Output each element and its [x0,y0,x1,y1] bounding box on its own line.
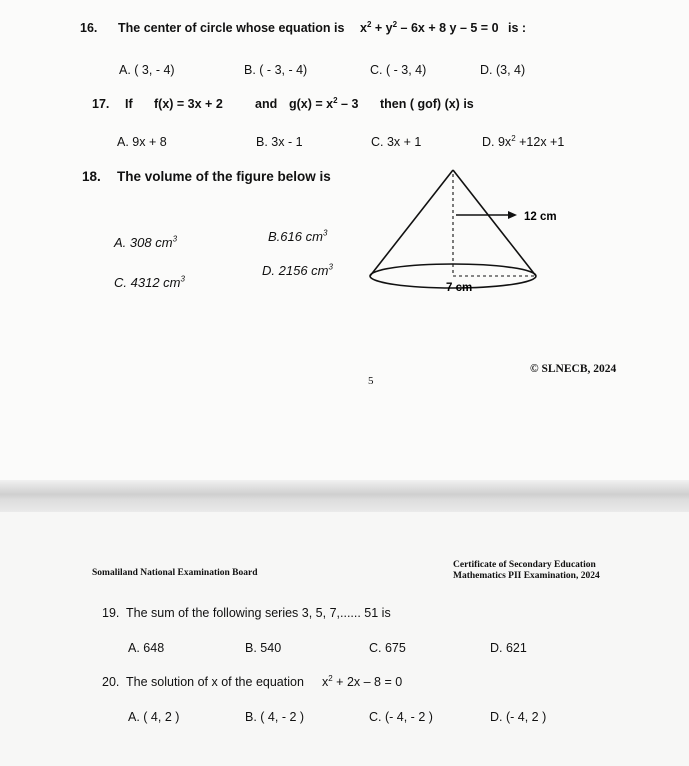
exam-line: Mathematics PII Examination, 2024 [453,571,600,581]
question-suffix: is : [508,21,527,35]
option-a[interactable]: A. ( 4, 2 ) [128,710,180,724]
cone-left-edge [370,170,453,276]
then-text: then ( gof) (x) is [380,97,474,111]
option-d[interactable]: D. (- 4, 2 ) [490,710,547,724]
question-stem: The center of circle whose equation is [118,21,345,35]
function-f: f(x) = 3x + 2 [154,97,223,111]
question-stem: The solution of x of the equation [126,675,304,689]
option-a[interactable]: A. 648 [128,641,165,655]
question-equation: $x^2 + 2x - 8 = 0$ [322,673,403,689]
question-number: 17. [92,97,110,111]
option-b[interactable]: B. ( 4, - 2 ) [245,710,305,724]
question-stem: The volume of the figure below is [117,169,331,184]
option-d[interactable]: D. (3, 4) [480,63,526,77]
option-b[interactable]: B. ( - 3, - 4) [244,63,308,77]
page-gap [0,480,689,512]
question-number: 16. [80,21,98,35]
question-number: 18. [82,169,101,184]
if-word: If [125,97,133,111]
option-d[interactable]: D. 621 [490,641,527,655]
page-sheet-bottom [0,512,689,766]
option-c[interactable]: C. 675 [369,641,406,655]
option-b[interactable]: B.616 $cm^3$ [268,228,328,244]
option-b[interactable]: B. 540 [245,641,282,655]
question-number: 20. [102,675,120,689]
height-label: 12 cm [524,211,557,223]
option-c[interactable]: C. 4312 $cm^3$ [114,274,185,290]
and-word: and [255,97,278,111]
option-c[interactable]: C. ( - 3, 4) [370,63,427,77]
function-g: $g(x) = x^2 - 3$ [289,95,359,111]
cone-right-edge [453,170,536,276]
option-a[interactable]: A. ( 3, - 4) [119,63,175,77]
question-number: 19. [102,606,120,620]
radius-label: 7 cm [446,282,473,294]
question-equation: $x^2 + y^2 - 6x + 8$ y – 5 = 0 [360,19,499,35]
question-stem: The sum of the following series 3, 5, 7,...... 51 is [126,606,391,620]
option-b[interactable]: B. 3x - 1 [256,135,303,149]
page-number: 5 [368,375,374,387]
cone-figure [360,160,590,300]
option-a[interactable]: A. 308 $cm^3$ [114,234,178,250]
certificate-line: Certificate of Secondary Education [453,560,596,570]
option-a[interactable]: A. 9x + 8 [117,135,167,149]
copyright: © SLNECB, 2024 [530,363,617,375]
option-c[interactable]: C. 3x + 1 [371,135,422,149]
height-arrow-head [508,211,517,219]
option-c[interactable]: C. (- 4, - 2 ) [369,710,433,724]
option-d[interactable]: D. $9x^2 +12x +1$ [482,133,565,149]
board-name: Somaliland National Examination Board [92,568,258,578]
option-d[interactable]: D. 2156 $cm^3$ [262,262,333,278]
